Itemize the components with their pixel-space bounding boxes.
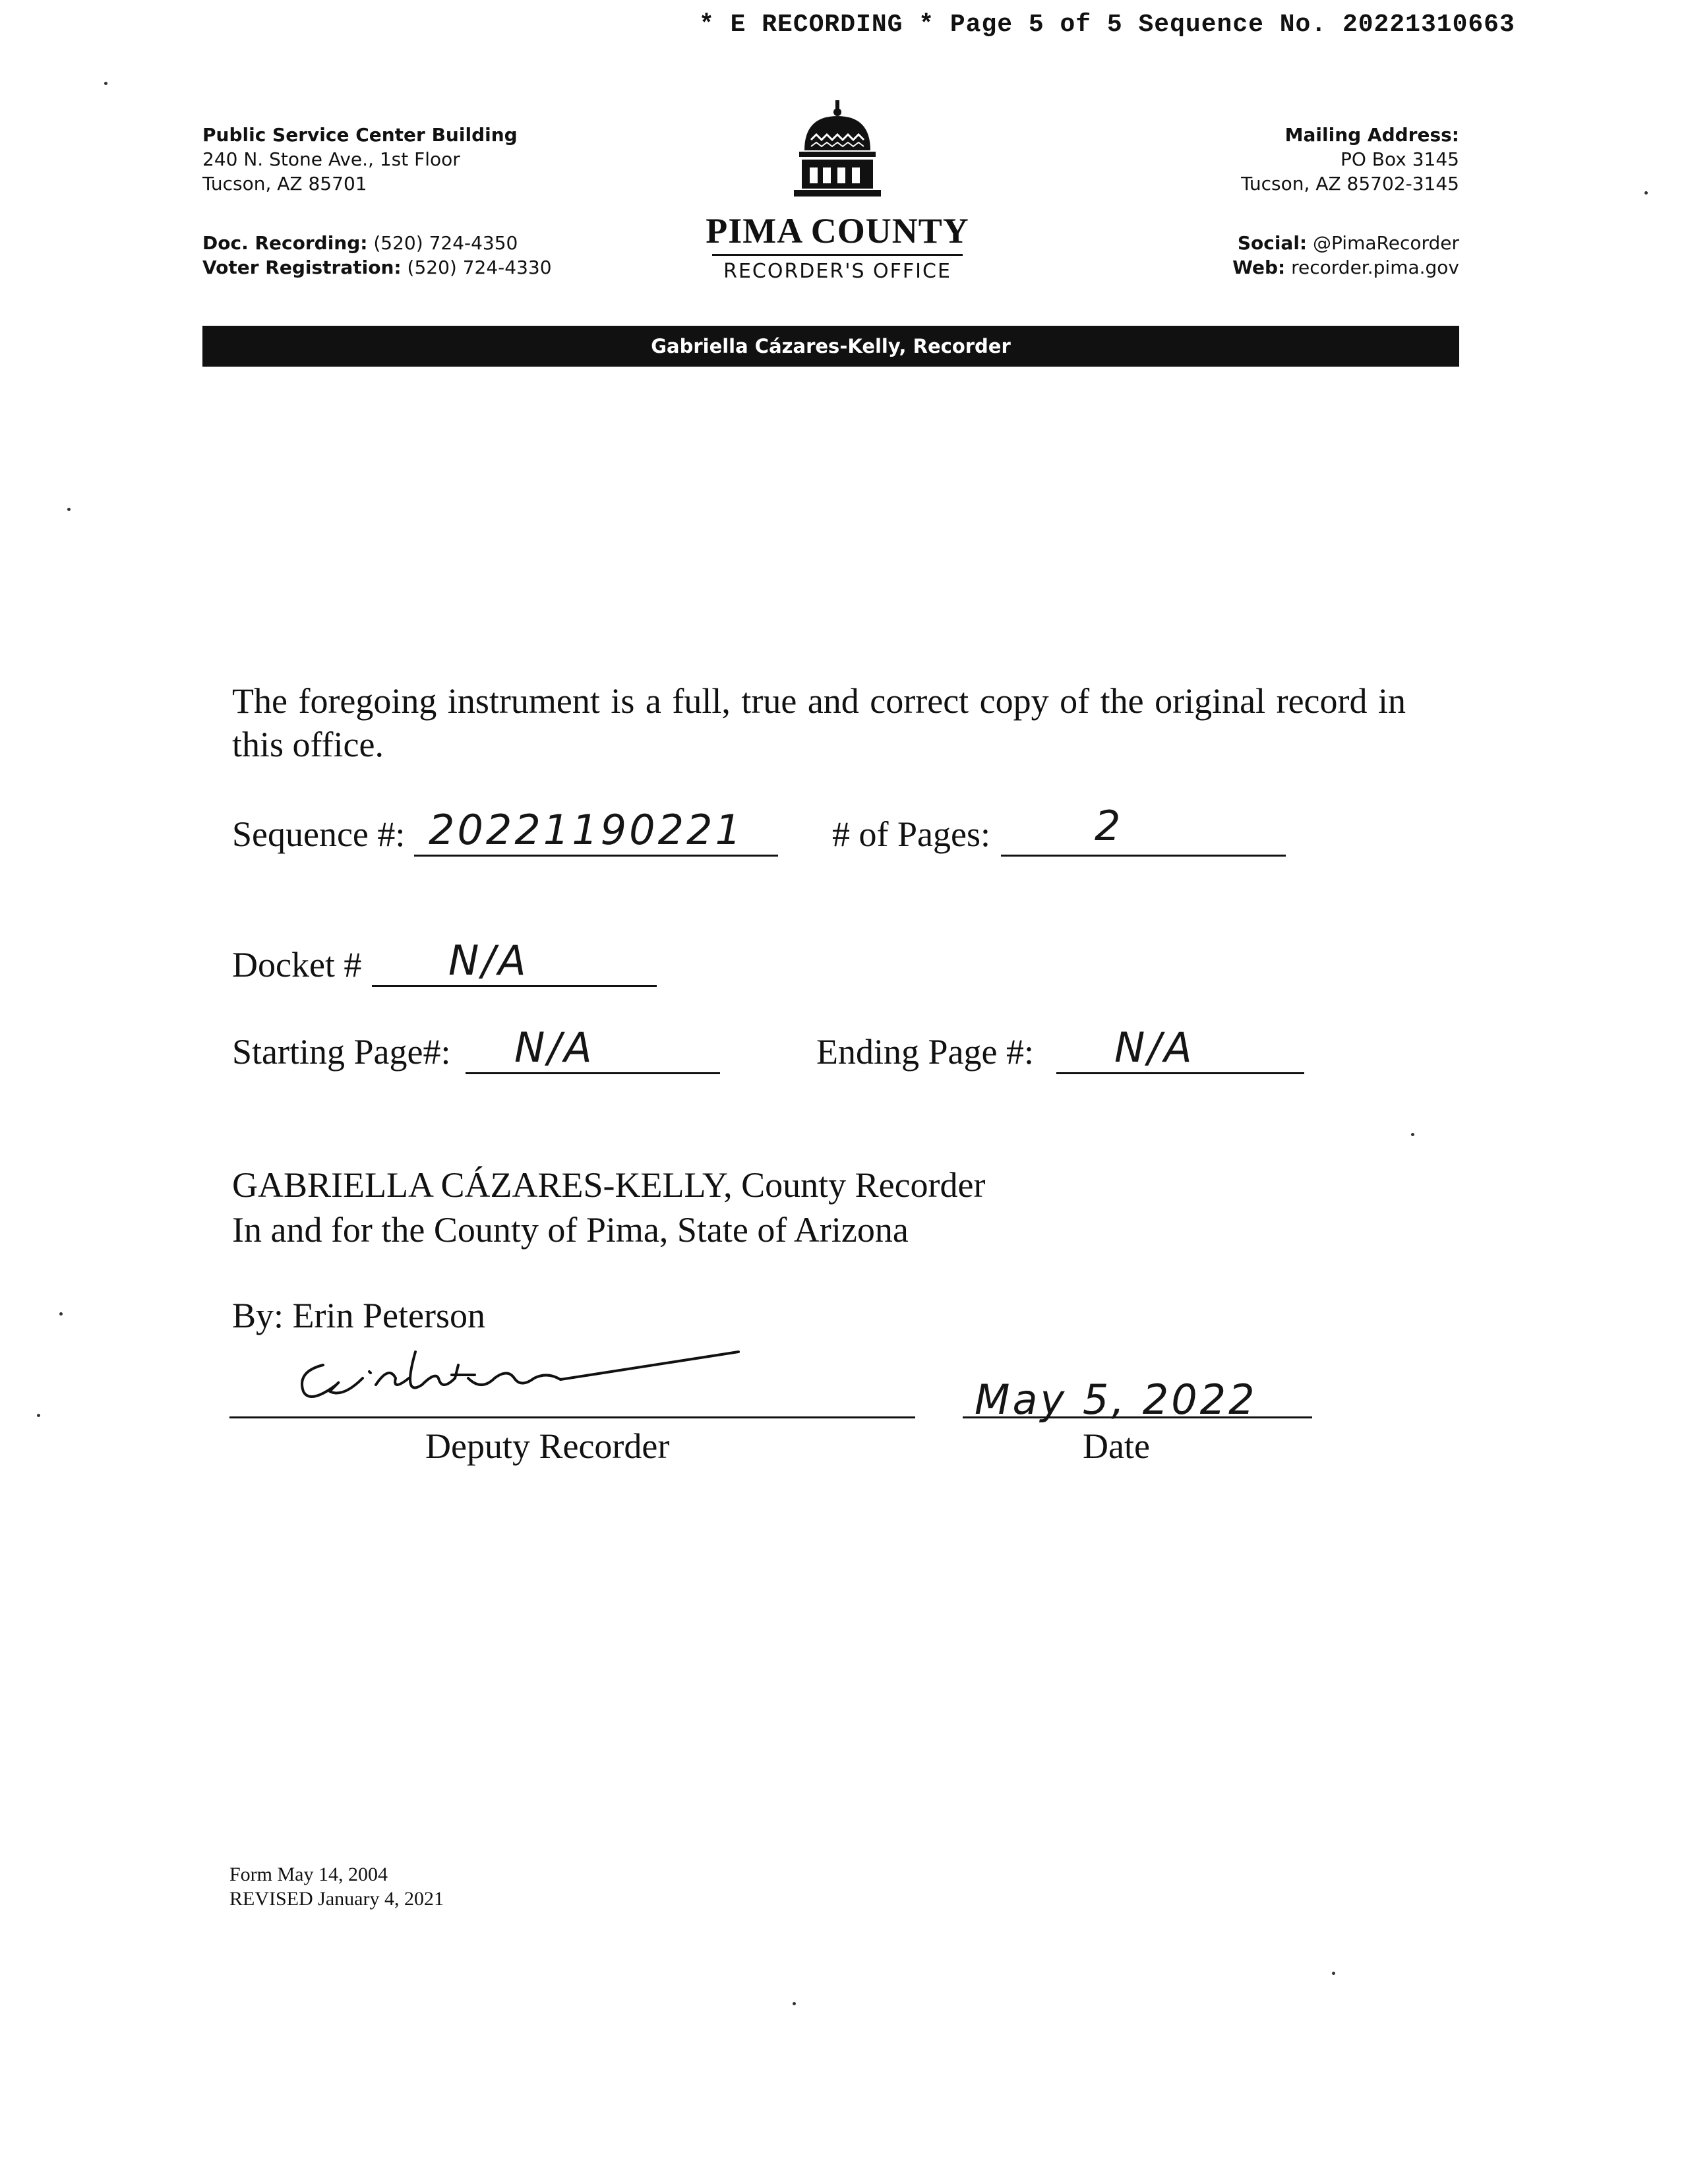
scan-speck — [793, 2002, 796, 2005]
logo-subtitle: RECORDER'S OFFICE — [723, 260, 951, 283]
social-label: Social: — [1237, 232, 1308, 254]
office-address-block — [202, 123, 518, 196]
pages-underline — [1001, 855, 1286, 857]
scan-speck — [1332, 1972, 1335, 1975]
city-address: Tucson, AZ 85701 — [202, 173, 367, 195]
pages-value: 2 — [1095, 802, 1124, 850]
form-revision-note — [229, 1862, 444, 1911]
social-handle: @PimaRecorder — [1313, 232, 1459, 254]
building-name: Public Service Center Building — [202, 124, 518, 146]
pages-label: # of Pages: — [832, 814, 990, 854]
logo-title: PIMA COUNTY — [706, 211, 969, 251]
deputy-recorder-label: Deputy Recorder — [425, 1426, 670, 1466]
by-line: By: Erin Peterson — [232, 1296, 485, 1335]
starting-page-value: N/A — [514, 1023, 595, 1072]
starting-page-label: Starting Page#: — [232, 1032, 451, 1072]
voter-registration-label: Voter Registration: — [202, 257, 402, 278]
form-date: Form May 14, 2004 — [229, 1864, 388, 1885]
date-value: May 5, 2022 — [975, 1376, 1257, 1424]
voter-registration-phone: (520) 724-4330 — [407, 257, 552, 278]
scan-speck — [59, 1312, 63, 1316]
web-address: recorder.pima.gov — [1291, 257, 1459, 278]
capitol-dome-icon — [778, 99, 897, 204]
web-label: Web: — [1232, 257, 1286, 278]
docket-label: Docket # — [232, 945, 362, 985]
phone-block — [202, 231, 552, 280]
certification-text: The foregoing instrument is a full, true and correct copy of the original record in this office. — [232, 681, 1406, 764]
scan-speck — [1411, 1133, 1414, 1136]
doc-recording-phone: (520) 724-4350 — [373, 232, 518, 254]
ending-page-value: N/A — [1114, 1023, 1195, 1072]
scan-speck — [1644, 191, 1648, 195]
scan-speck — [37, 1414, 40, 1417]
logo-divider — [712, 254, 963, 256]
form-revised-date: REVISED January 4, 2021 — [229, 1888, 444, 1910]
pima-county-logo — [699, 99, 976, 283]
docket-underline — [372, 985, 657, 987]
starting-page-underline — [466, 1072, 720, 1074]
sequence-label: Sequence #: — [232, 814, 406, 854]
deputy-signature — [284, 1339, 745, 1418]
scan-speck — [67, 508, 71, 511]
recorder-name: GABRIELLA CÁZARES-KELLY, County Recorder — [232, 1165, 986, 1205]
ending-page-label: Ending Page #: — [816, 1032, 1034, 1072]
sequence-underline — [414, 855, 778, 857]
sequence-value: 20221190221 — [429, 806, 744, 854]
signature-line — [229, 1416, 915, 1418]
date-label: Date — [1083, 1426, 1150, 1466]
doc-recording-label: Doc. Recording: — [202, 232, 368, 254]
recorder-jurisdiction: In and for the County of Pima, State of Arizona — [232, 1210, 909, 1250]
po-box: PO Box 3145 — [1340, 148, 1459, 170]
mailing-label: Mailing Address: — [1284, 124, 1459, 146]
ending-page-underline — [1056, 1072, 1304, 1074]
mailing-address-block — [1241, 123, 1459, 196]
scan-speck — [104, 82, 107, 85]
recording-stamp: * E RECORDING * Page 5 of 5 Sequence No. 20221310663 — [699, 11, 1515, 39]
date-line — [963, 1416, 1312, 1418]
docket-value: N/A — [448, 936, 529, 985]
street-address: 240 N. Stone Ave., 1st Floor — [202, 148, 460, 170]
recorder-banner: Gabriella Cázares-Kelly, Recorder — [202, 326, 1459, 367]
mailing-city: Tucson, AZ 85702-3145 — [1241, 173, 1459, 195]
contact-block — [1232, 231, 1459, 280]
